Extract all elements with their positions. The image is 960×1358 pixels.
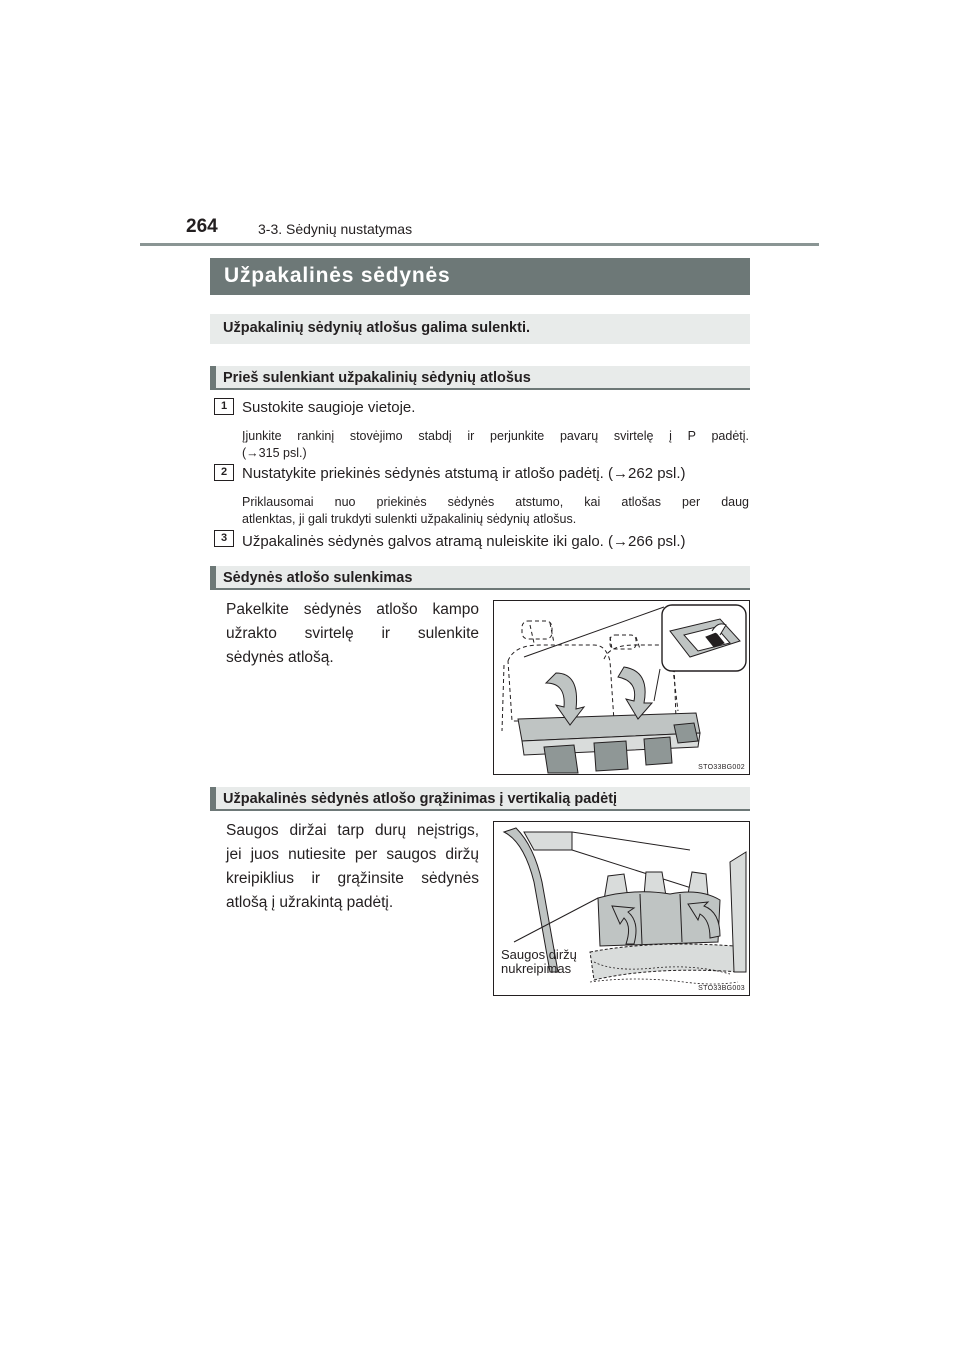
intro-box — [210, 314, 750, 344]
returning-line-1: Saugos diržai tarp durų neįstrigs, — [226, 822, 479, 839]
step-number-1: 1 — [214, 398, 234, 415]
figure-seatback-folding — [493, 600, 750, 775]
page-number: 264 — [186, 216, 218, 237]
step-number-2: 2 — [214, 464, 234, 481]
figure-code: STO33BG003 — [698, 985, 745, 992]
step-3-text: Užpakalinės sėdynės galvos atramą nuleiskite iki galo. (→266 psl.) — [242, 533, 686, 550]
returning-line-3: kreipiklius ir grąžinsite sėdynės — [226, 870, 479, 887]
step-2-text: Nustatykite priekinės sėdynės atstumą ir atlošo padėtį. (→262 psl.) — [242, 465, 686, 482]
page-title-bar — [210, 258, 750, 295]
step-2-note-line1: Priklausomai nuo priekinės sėdynės atstumo, kai atlošas per daug — [242, 495, 749, 509]
subheading-text: Sėdynės atlošo sulenkimas — [223, 570, 413, 586]
section-title: 3-3. Sėdynių nustatymas — [258, 221, 413, 237]
figure-code: STO33BG002 — [698, 764, 745, 771]
figure-seatback-returning — [493, 821, 750, 996]
page-title: Užpakalinės sėdynės — [224, 264, 451, 287]
subheading-text: Prieš sulenkiant užpakalinių sėdynių atlošus — [223, 370, 531, 386]
step-1-note-line1: Įjunkite rankinį stovėjimo stabdį ir perjunkite pavarų svirtelę į P padėtį. — [242, 429, 749, 443]
subheading-returning — [210, 787, 750, 811]
callout-seatbelt-guide-line2: nukreipimas — [501, 961, 572, 976]
returning-line-4: atlošą į užrakintą padėtį. — [226, 894, 394, 911]
step-2-note-line2: atlenktas, ji gali trukdyti sulenkti užpakalinių sėdynių atlošus. — [242, 512, 577, 526]
folding-line-2: užrakto svirtelę ir sulenkite — [226, 625, 479, 642]
folding-line-1: Pakelkite sėdynės atlošo kampo — [226, 601, 479, 618]
step-1-text: Sustokite saugioje vietoje. — [242, 399, 416, 416]
step-number-3: 3 — [214, 530, 234, 547]
subheading-before-folding — [210, 366, 750, 390]
callout-seatbelt-guide-line1: Saugos diržų — [501, 947, 577, 962]
intro-text: Užpakalinių sėdynių atlošus galima sulenkti. — [223, 320, 530, 336]
subheading-folding — [210, 566, 750, 590]
step-1-note-line2: (→315 psl.) — [242, 446, 307, 460]
header-divider — [140, 243, 819, 246]
folding-line-3: sėdynės atlošą. — [226, 649, 334, 666]
returning-line-2: jei juos nutiesite per saugos diržų — [226, 846, 479, 863]
seatback-folding-illustration — [494, 601, 749, 774]
subheading-text: Užpakalinės sėdynės atlošo grąžinimas į vertikalią padėtį — [223, 791, 618, 807]
